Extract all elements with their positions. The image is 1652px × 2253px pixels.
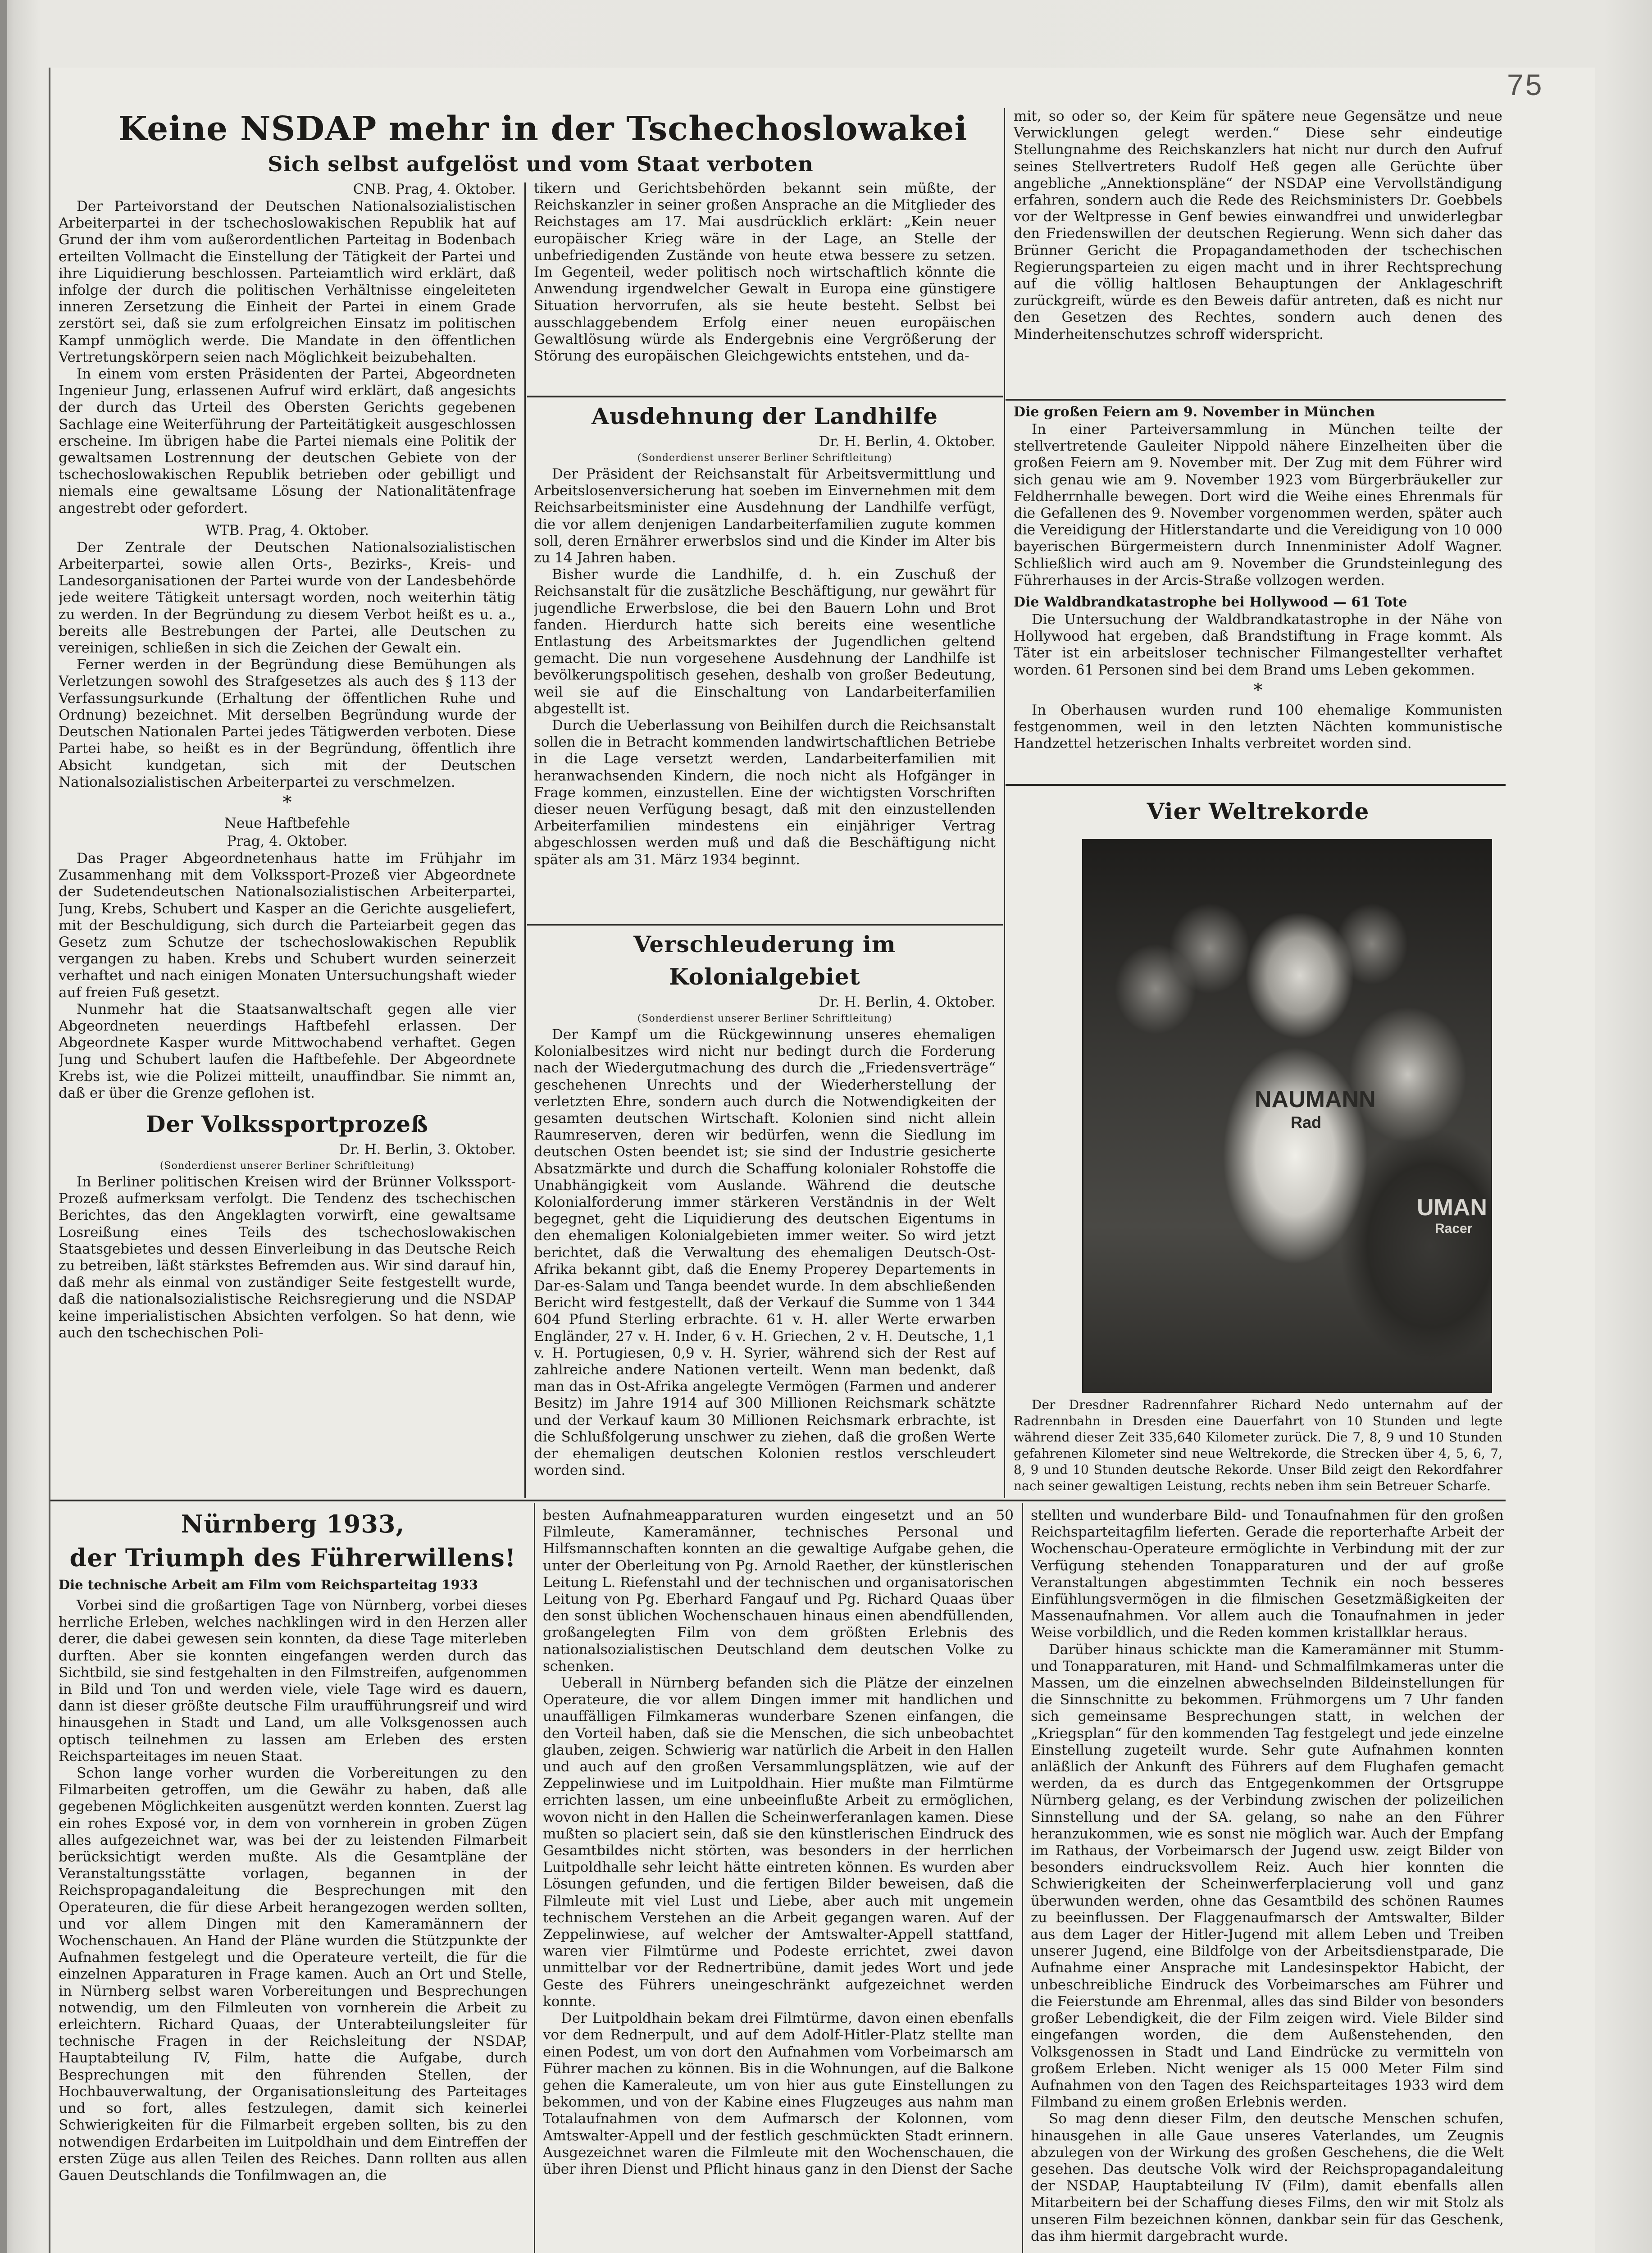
article-paragraph: Bisher wurde die Landhilfe, d. h. ein Zuschuß der Reichsanstalt für die zusätzliche Beschäftigung, nur gewährt für jugendliche Erwerbslose, die bei den Bauern Lohn und Brot fanden. Hierdurch hatte sich bereits eine wesentliche Entlastung des Arbeitsmarktes der Jugendlichen geltend gemacht. Die nun vorgesehene Ausdehnung der Landhilfe ist bevölkerungspolitisch gesehen, deshalb von großer Bedeutung, weil sie auf die Einschaltung von Landarbeiterfamilien abgestellt ist. bbox=[534, 566, 996, 717]
section-rule bbox=[50, 1500, 1506, 1501]
article-paragraph: tikern und Gerichtsbehörden bekannt sein müßte, der Reichskanzler in seiner großen Ansprache an die Mitglieder des Reichstages am 17. Mai ausdrücklich erklärt: „Kein neuer europäischer Krieg wäre in der Lage, an Stelle der unbefriedigenden Zustände von heute etwa bessere zu setzen. Im Gegenteil, weder politisch noch wirtschaftlich könnte die Anwendung irgendwelcher Gewalt in Europa eine günstigere Situation hervorrufen, als sie heute besteht. Selbst bei ausschlaggebendem Erfolg einer neuen europäischen Gewaltlösung würde als Endergebnis eine Vergrößerung der Störung des europäischen Gleichgewichts entstehen, und da- bbox=[534, 180, 996, 365]
page-fold-shadow bbox=[0, 0, 7, 2253]
service-note: (Sonderdienst unserer Berliner Schriftleitung) bbox=[637, 1013, 892, 1024]
article-continuation bbox=[534, 180, 996, 392]
column-rule bbox=[534, 1503, 535, 2253]
section-rule bbox=[1006, 784, 1506, 786]
left-column-edge bbox=[49, 68, 50, 2253]
subheading-munich-celebrations: Die großen Feiern am 9. November in München bbox=[1014, 404, 1375, 420]
article-paragraph: Das Prager Abgeordnetenhaus hatte im Frühjahr im Zusammenhang mit dem Volkssport-Prozeß vier Abgeordnete der Sudetendeutschen Nationalsozialistischen Arbeiterpartei, Jung, Krebs, Schubert und Kasper an die Gerichte ausgeliefert, mit der Beschuldigung, sich durch die Parteiarbeit gegen das Gesetz zum Schutze der tschechoslowakischen Republik vergangen zu haben. Krebs und Schubert wurden seinerzeit verhaftet und nach einigen Monaten Untersuchungshaft wieder auf freien Fuß gesetzt. bbox=[59, 850, 516, 1001]
article-paragraph: Darüber hinaus schickte man die Kameramänner mit Stumm- und Tonapparaturen, mit Hand- und Schmalfilmkameras unter die Massen, um die einzelnen abwechselnden Bildeinstellungen für die Sinnschnitte zu bekommen. Frühmorgens um 7 Uhr fanden sich gemeinsame Besprechungen statt, in welchen der „Kriegsplan“ für den kommenden Tag festgelegt und jede einzelne Einstellung zugeteilt wurde. Sehr gute Aufnahmen konnten anläßlich der Ankunft des Führers auf dem Flughafen gemacht werden, da es durch das Entgegenkommen der Ortsgruppe Nürnberg gelang, es der Verbindung zwischen der polizeilichen Sinnstellung und der SA. gelang, so nahe an den Führer heranzukommen, wie es sonst nie möglich war. Auch der Empfang im Rathaus, der Vorbeimarsch der Jugend usw. zeigt Bilder von besonders eindrucksvollem Reiz. Auch hier konnten die Schwierigkeiten der Scheinwerferplacierung voll und ganz überwunden werden, ohne das Gesamtbild des schönen Raumes zu beeinflussen. Der Flaggenaufmarsch der Amtswalter, Bilder aus dem Lager der Hitler-Jugend mit allem Leben und Treiben unserer Jugend, eine Bildfolge von der Arbeitsdienstparade, Die Aufnahme einer Ansprache mit Landesinspektor Habicht, der unbeschreibliche Eindruck des Vorbeimarsches am Führer und die Feierstunde am Ehrenmal, alles das sind Bilder von besonders großer Lebendigkeit, die der Film zeigen wird. Viele Bilder sind eingefangen worden, die dem Außenstehenden, den Volksgenossen in Stadt und Land Eindrücke zu vermitteln von großem Erleben. Nicht weniger als 15 000 Meter Film sind Aufnahmen von den Tagen des Reichsparteitages 1933 wird dem Filmband zu einem großen Erlebnis werden. bbox=[1031, 1641, 1504, 2111]
article-paragraph: Der Zentrale der Deutschen Nationalsozialistischen Arbeiterpartei, sowie allen Orts-, Bezirks-, Kreis- und Landesorganisationen der Partei wurde von der Landesbehörde jede weitere Tätigkeit untersagt worden, noch weiterhin tätig zu werden. In der Begründung zu diesem Verbot heißt es u. a., bereits alle Bestrebungen der Partei, alle Deutschen zu vereinigen, schließen in sich die Zeichen der Gewalt ein. bbox=[59, 539, 516, 657]
jersey-lettering: Racer bbox=[1435, 1221, 1473, 1236]
service-note: (Sonderdienst unserer Berliner Schriftleitung) bbox=[637, 452, 892, 464]
bottom-subheadline: Die technische Arbeit am Film vom Reichsparteitag 1933 bbox=[59, 1577, 478, 1592]
jersey-lettering: Rad bbox=[1291, 1113, 1322, 1131]
bottom-column-2 bbox=[543, 1507, 1014, 2253]
bottom-headline-2: der Triumph des Führerwillens! bbox=[69, 1543, 516, 1572]
dateline: Prag, 4. Oktober. bbox=[227, 833, 348, 849]
article-paragraph: Der Präsident der Reichsanstalt für Arbeitsvermittlung und Arbeitslosenversicherung hat soeben im Einvernehmen mit dem Reichsarbeitsminister eine Ausdehnung der Landhilfe verfügt, die vor allem denjenigen Landarbeiterfamilien zugute kommen soll, deren Ernährer erwerbslos sind und die Kinder im Alter bis zu 14 Jahren haben. bbox=[534, 466, 996, 566]
column-rule bbox=[1022, 1503, 1023, 2253]
jersey-lettering: NAUMANN bbox=[1255, 1086, 1376, 1113]
dateline: WTB. Prag, 4. Oktober. bbox=[205, 522, 369, 538]
cyclist-photo bbox=[1082, 839, 1492, 1393]
article-paragraph: In Oberhausen wurden rund 100 ehemalige Kommunisten festgenommen, weil in den letzten Nächten kommunistische Handzettel hetzerischen Inhalts verbreitet worden sind. bbox=[1014, 702, 1502, 752]
headline-kolonialgebiet: Verschleuderung im Kolonialgebiet bbox=[633, 931, 896, 990]
separator-star: * bbox=[1253, 680, 1263, 701]
page-number: 75 bbox=[1507, 68, 1544, 101]
dateline: Dr. H. Berlin, 3. Oktober. bbox=[339, 1141, 516, 1158]
article-nsdap-column bbox=[59, 180, 516, 1496]
dateline: Dr. H. Berlin, 4. Oktober. bbox=[819, 433, 996, 450]
separator-star: * bbox=[282, 792, 292, 813]
article-landhilfe bbox=[534, 400, 996, 921]
bottom-headline-1: Nürnberg 1933, bbox=[181, 1510, 405, 1538]
article-paragraph: Durch die Ueberlassung von Beihilfen durch die Reichsanstalt sollen die in Betracht kommenden landwirtschaftlichen Betriebe in die Lage versetzt werden, Landarbeiterfamilien mit heranwachsenden Kindern, die noch nicht als Hofgänger in Frage kommen, einzustellen. Eine der wichtigsten Vorschriften dieser neuen Verfügung besagt, daß mit den einzustellenden Arbeiterfamilien mindestens ein einjähriger Vertrag abgeschlossen werden muß und daß die Beschäftigung nicht später als am 31. März 1934 beginnt. bbox=[534, 717, 996, 868]
article-paragraph: Schon lange vorher wurden die Vorbereitungen zu den Filmarbeiten getroffen, um die Gewähr zu haben, daß alle gegebenen Möglichkeiten ausgenützt werden konnten. Zuerst lag ein rohes Exposé vor, in dem von vornherein in groben Zügen alles aufgezeichnet war, was bei der zu leistenden Filmarbeit berücksichtigt werden mußte. Als die Gesamtpläne der Veranstaltungsstätte vorlagen, begannen in der Reichspropagandaleitung die Besprechungen mit den Operateuren, die für diese Arbeit herangezogen werden sollten, und vor allem Dingen mit den Kameramännern der Wochenschauen. An Hand der Pläne wurden die Stützpunkte der Aufnahmen festgelegt und die Operateure verteilt, die für die einzelnen Apparaturen in Frage kamen. Auch an Ort und Stelle, in Nürnberg selbst waren Vorbereitungen und Besprechungen notwendig, um den Filmleuten von vornherein die Arbeit zu erleichtern. Richard Quaas, der Unterabteilungsleiter für technische Fragen in der Reichsleitung der NSDAP, Hauptabteilung IV, Film, hatte die Aufgabe, durch Besprechungen mit den führenden Stellen, der Hochbauverwaltung, der Organisationsleitung des Parteitages und so fort, alles festzulegen, damit sich keinerlei Schwierigkeiten für die Filmarbeit ergeben sollten, bis zu den notwendigen Erdarbeiten im Luitpoldhain und dem Eintreffen der ersten Züge aus allen Teilen des Reiches. Dann rollten aus allen Gauen Deutschlands die Tonfilmwagen an, die bbox=[59, 1765, 527, 2184]
photo-box-title: Vier Weltrekorde bbox=[1147, 798, 1370, 825]
bottom-column-3 bbox=[1031, 1507, 1504, 2253]
main-subheadline: Sich selbst aufgelöst und vom Staat verboten bbox=[268, 152, 814, 176]
article-paragraph: Der Luitpoldhain bekam drei Filmtürme, davon einen ebenfalls vor dem Rednerpult, und auf dem Adolf-Hitler-Platz stellte man einen Podest, um von dort den Aufnahmen vom Vorbeimarsch am Führer machen zu können. Bis in die Wohnungen, auf die Balkone gehen die Kameraleute, um von hier aus gute Einstellungen zu bekommen, und von der Kabine eines Flugzeuges aus nahm man Totalaufnahmen von dem Aufmarsch der Kolonnen, vom Amtswalter-Appell und der festlich geschmückten Stadt erinnern. Ausgezeichnet waren die Filmleute mit den Wochenschauen, die über ihren Dienst und Pflicht hinaus ganz in den Dienst der Sache bbox=[543, 2010, 1014, 2177]
caption-text: Der Dresdner Radrennfahrer Richard Nedo unternahm auf der Radrennbahn in Dresden eine Dauerfahrt von 10 Stunden und legte während dieser Zeit 335,640 Kilometer zurück. Die 7, 8, 9 und 10 Stunden gefahrenen Kilometer sind neue Weltrekorde, die Strecken über 4, 5, 6, 7, 8, 9 und 10 Stunden deutsche Rekorde. Unser Bild zeigt den Rekordfahrer nach seiner gewaltigen Leistung, rechts neben ihm sein Betreuer Scharfe. bbox=[1014, 1397, 1502, 1493]
article-paragraph: Ueberall in Nürnberg befanden sich die Plätze der einzelnen Operateure, die vor allem Dingen immer mit handlichen und unauffälligen Filmkameras wunderbare Szenen einfangen, die den Vorteil haben, daß sie die Menschen, die sich unbeobachtet glauben, zeigen. Schwierig war natürlich die Arbeit in den Hallen und auch auf den großen Versammlungsplätzen, wie auf der Zeppelinwiese und im Luitpoldhain. Hier mußte man Filmtürme errichten lassen, um eine unbeeinflußte Arbeit zu ermöglichen, wovon nicht in den Hallen die Scheinwerferanlagen kamen. Diese mußten so placiert sein, daß sie den künstlerischen Eindruck des Gesamtbildes nicht störten, was besonders in der herrlichen Luitpoldhalle sehr leicht hätte eintreten können. Es wurden aber Lösungen gefunden, und die fertigen Bilder beweisen, daß die Filmleute mit viel Lust und Liebe, aber auch mit ungemein technischem Verstehen an die Arbeit gegangen waren. Auf der Zeppelinwiese, auf welcher der Amtswalter-Appell stattfand, waren vier Filmtürme und Podeste errichtet, zwei davon unmittelbar vor der Rednertribüne, damit jedes Wort und jede Geste des Führers uneingeschränkt aufgezeichnet werden konnte. bbox=[543, 1675, 1014, 2010]
article-paragraph: In einem vom ersten Präsidenten der Partei, Abgeordneten Ingenieur Jung, erlassenen Aufruf wird erklärt, daß angesichts der durch das Urteil des Obersten Gerichts gegebenen Sachlage eine Weiterführung der Parteitätigkeit ausgeschlossen erscheine. Im übrigen habe die Partei niemals eine Politik der gewaltsamen Lostrennung der deutschen Gebiete von der tschechoslowakischen Republik betrieben oder gebilligt und niemals eine gewaltsame Lösung der Nationalitätenfrage angestrebt oder gefordert. bbox=[59, 366, 516, 516]
section-rule bbox=[527, 924, 1003, 926]
dateline: CNB. Prag, 4. Oktober. bbox=[353, 181, 516, 197]
main-headline: Keine NSDAP mehr in der Tschechoslowakei bbox=[118, 109, 968, 148]
article-paragraph: In Berliner politischen Kreisen wird der Brünner Volkssport-Prozeß aufmerksam verfolgt. Die Tendenz des tschechischen Berichtes, das den Angeklagten vorwirft, eine gewaltsame Losreißung eines Teils des tschechoslowakischen Staatsgebietes und dessen Einverleibung in das Deutsche Reich zu betreiben, läßt stärkstes Befremden aus. Wir sind darauf hin, daß mehr als einmal von zuständiger Seite festgestellt wurde, daß die nationalsozialistische Reichsregierung und die NSDAP keine imperialistischen Absichten verfolgen. So hat denn, wie auch den tschechischen Poli- bbox=[59, 1173, 516, 1341]
article-paragraph: Nunmehr hat die Staatsanwaltschaft gegen alle vier Abgeordneten neuerdings Haftbefehl erlassen. Der Abgeordnete Kasper wurde Mittwochabend verhaftet. Gegen Jung und Schubert laufen die Haftbefehle. Der Abgeordnete Krebs ist, wie die Polizei mitteilt, unauffindbar. Sie nimmt an, daß er über die Grenze geflohen ist. bbox=[59, 1001, 516, 1101]
headline-landhilfe: Ausdehnung der Landhilfe bbox=[592, 403, 938, 429]
subheading-new-warrants: Neue Haftbefehle bbox=[224, 815, 350, 831]
jersey-lettering: UMAN bbox=[1417, 1195, 1487, 1221]
article-paragraph: Die Untersuchung der Waldbrandkatastrophe in der Nähe von Hollywood hat ergeben, daß Brandstiftung in Frage kommt. Als Täter ist ein arbeitsloser technischer Filmangestellter verhaftet worden. 61 Personen sind bei dem Brand ums Leben gekommen. bbox=[1014, 611, 1502, 678]
article-paragraph: So mag denn dieser Film, den deutsche Menschen schufen, hinausgehen in alle Gaue unseres Vaterlandes, um Zeugnis abzulegen von der Wirkung des großen Geschehens, die die Welt gesehen. Das deutsche Volk wird der Reichspropagandaleitung der NSDAP, Hauptabteilung IV (Film), damit ebenfalls allen Mitarbeitern bei der Schaffung dieses Films, den wir mit Stolz als unseren Film bezeichnen können, dankbar sein für das Geschenk, das ihm hiermit dargebracht wurde. bbox=[1031, 2111, 1504, 2244]
photo-caption bbox=[1014, 1397, 1502, 1498]
article-paragraph: Ferner werden in der Begründung diese Bemühungen als Verletzungen sowohl des Strafgesetzes als auch des § 113 der Verfassungsurkunde (Erhaltung der öffentlichen Ruhe und Ordnung) bezeichnet. Mit derselben Begründung wurde der Deutschen Nationalen Partei jedes Tätigwerden verboten. Diese Partei habe, so heißt es in der Begründung, öffentlich ihre Absicht kundgetan, sich mit der Deutschen Nationalsozialistischen Arbeiterpartei zu verschmelzen. bbox=[59, 657, 516, 790]
news-briefs bbox=[1014, 403, 1502, 782]
section-rule bbox=[527, 396, 1003, 397]
article-kolonialgebiet bbox=[534, 928, 996, 1497]
bottom-column-1 bbox=[59, 1597, 527, 2253]
article-paragraph: mit, so oder so, der Keim für spätere neue Gegensätze und neue Verwicklungen gelegt werden.“ Diese sehr eindeutige Stellungnahme des Reichskanzlers hat nicht nur durch den Aufruf seines Stellvertreters Rudolf Heß gegen alle Gerüchte über angebliche „Annektionspläne“ der NSDAP eine Vervollständigung erfahren, sondern auch die Rede des Reichsministers Dr. Goebbels vor der Weltpresse in Genf bewies einwandfrei und unwiderlegbar den Friedenswillen der deutschen Regierung. Wenn sich daher das Brünner Gericht die Propagandamethoden der tschechischen Regierungsparteien zu eigen macht und in ihrer Rechtsprechung auf die völlig haltlosen Behauptungen der Anklageschrift zurückgreift, würde es den Beweis dafür antreten, daß es nicht nur den Gesetzen des Rechtes, sondern auch denen des Minderheitenschutzes schroff widerspricht. bbox=[1014, 108, 1502, 342]
article-paragraph: Der Kampf um die Rückgewinnung unseres ehemaligen Kolonialbesitzes wird nicht nur bedingt durch die Forderung nach der Wiedergutmachung des durch die „Friedensverträge“ geschehenen Unrechts und der Wiederherstellung der verletzten Ehre, sondern auch durch die Notwendigkeiten der gesamten deutschen Wirtschaft. Kolonien sind nicht allein Raumreserven, deren wir bedürfen, wenn die Siedlung im deutschen Osten beendet ist; sie sind der Industrie gesicherte Absatzmärkte und durch die Schaffung kolonialer Rohstoffe die Unabhängigkeit vom Auslande. Während die deutsche Kolonialforderung immer stärkeren Verständnis in der Welt begegnet, geht die Liquidierung des deutschen Eigentums in den ehemaligen Kolonialgebieten immer weiter. So wird jetzt berichtet, daß die Verwaltung des ehemaligen Deutsch-Ost-Afrika bekannt gibt, daß die Enemy Properey Departements in Dar-es-Salam und Tanga beendet wurde. In dem abschließenden Bericht wird festgestellt, daß der Verkauf die Summe von 1 344 604 Pfund Sterling erbrachte. 61 v. H. aller Werte erwarben Engländer, 27 v. H. Inder, 6 v. H. Griechen, 2 v. H. Deutsche, 1,1 v. H. Portugiesen, 0,9 v. H. Syrier, während sich der Rest auf zahlreiche andere Nationen verteilt. Wenn man bedenkt, daß man das in Ost-Afrika angelegte Vermögen (Farmen und anderer Besitz) im Jahre 1914 auf 300 Millionen Reichsmark schätzte und der Verkauf kaum 30 Millionen Reichsmark erbrachte, ist die Schlußfolgerung unschwer zu ziehen, daß die großen Werte der ehemaligen deutschen Kolonien restlos verschleudert worden sind. bbox=[534, 1026, 996, 1479]
article-paragraph: In einer Parteiversammlung in München teilte der stellvertretende Gauleiter Nippold nähere Einzelheiten über die großen Feiern am 9. November mit. Der Zug mit dem Führer wird sich genau wie am 9. November 1923 vom Bürgerbräukeller zur Feldherrnhalle bewegen. Dort wird die Weihe eines Ehrenmals für die Gefallenen des 9. November vorgenommen werden, später auch die Vereidigung der Hitlerstandarte und die Vereidigung von 10 000 bayerischen Bürgermeistern durch Innenminister Adolf Wagner. Schließlich wird auch am 9. November die Grundsteinlegung des Führerhauses in der Arcis-Straße vollzogen werden. bbox=[1014, 421, 1502, 588]
article-paragraph: stellten und wunderbare Bild- und Tonaufnahmen für den großen Reichsparteitagfilm lieferten. Gerade die reporterhafte Arbeit der Wochenschau-Operateure ermöglichte in Verbindung mit der zur Verfügung stehenden Tonapparaturen und der auf große Veranstaltungen abgestimmten Technik ein noch besseres Einfühlungsvermögen in die filmischen Gesetzmäßigkeiten der Massenaufnahmen. Vor allem auch die Tonaufnahmen in jeder Weise vorbildlich, und die Reden kommen kristallklar heraus. bbox=[1031, 1507, 1504, 1641]
section-rule bbox=[1006, 399, 1506, 401]
article-paragraph: Der Parteivorstand der Deutschen Nationalsozialistischen Arbeiterpartei in der tschechoslowakischen Republik hat auf Grund der ihm vom außerordentlichen Parteitag in Bodenbach erteilten Vollmacht die Einstellung der Tätigkeit der Partei und ihre Liquidierung beschlossen. Parteiamtlich wird erklärt, daß infolge der durch die politischen Verhältnisse eingeleiteten inneren Zersetzung die Einheit der Partei in einem Grade zerstört sei, daß sie zum erfolgreichen Einsatz im politischen Kampf unmöglich werde. Die Mandate in den öffentlichen Vertretungskörpern seien nach Möglichkeit beizubehalten. bbox=[59, 198, 516, 365]
column-rule bbox=[524, 182, 526, 1498]
article-continuation-right bbox=[1014, 108, 1502, 397]
service-note: (Sonderdienst unserer Berliner Schriftleitung) bbox=[159, 1160, 415, 1172]
headline-volkssportprozess: Der Volkssportprozeß bbox=[146, 1110, 428, 1137]
subheading-hollywood-fire: Die Waldbrandkatastrophe bei Hollywood — 61 Tote bbox=[1014, 594, 1407, 611]
dateline: Dr. H. Berlin, 4. Oktober. bbox=[819, 994, 996, 1010]
article-paragraph: Vorbei sind die großartigen Tage von Nürnberg, vorbei dieses herrliche Erleben, welches nachklingen wird in den Herzen aller derer, die dabei gewesen sein konnten, da diese Tage miterleben durften. Aber sie konnten eingefangen werden durch das Sichtbild, sie sind festgehalten in den Filmstreifen, aufgenommen in Bild und Ton und werden viele, viele Tage wird es dauern, dann ist dieser größte deutsche Film uraufführungsreif und wird hinausgehen in Stadt und Land, um alle Volksgenossen auch optisch teilnehmen zu lassen am Erleben des ersten Reichsparteitages im neuen Staat. bbox=[59, 1597, 527, 1765]
article-paragraph: besten Aufnahmeapparaturen wurden eingesetzt und an 50 Filmleute, Kameramänner, technisches Personal und Hilfsmannschaften konnten an die gewaltige Aufgabe gehen, die unter der Oberleitung von Pg. Arnold Raether, der künstlerischen Leitung L. Riefenstahl und der technischen und organisatorischen Leitung von Pg. Eberhard Fangauf und Pg. Richard Quaas über den sonst üblichen Wochenschauen hinaus einen abendfüllenden, großangelegten Film von dem größten Erlebnis des nationalsozialistischen Deutschland dem deutschen Volke zu schenken. bbox=[543, 1507, 1014, 1674]
column-rule bbox=[1004, 108, 1005, 1498]
